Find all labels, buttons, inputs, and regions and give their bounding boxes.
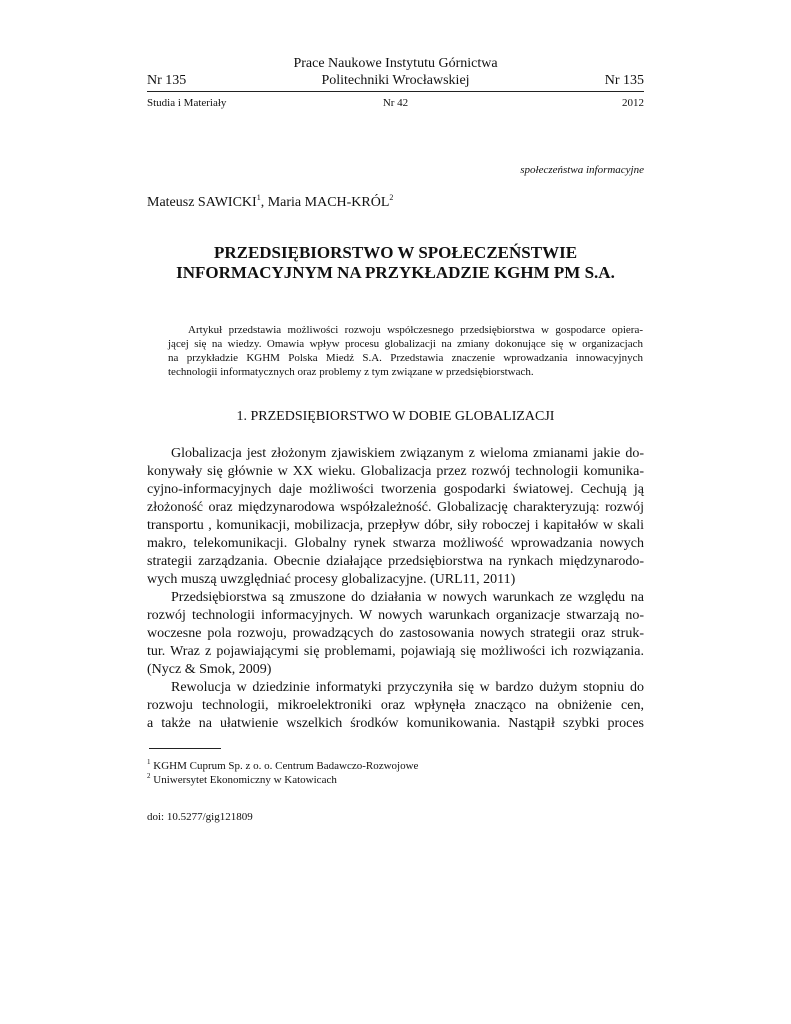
author-2-footnote-mark: 2 [389, 193, 394, 202]
body-line: strategii zarządzania. Obecnie działające przedsiębiorstwa na rynkach międzynarodo- [147, 554, 644, 569]
body-line: rozwój technologii informacyjnych. W nowych warunkach organizacje stwarzają no- [147, 608, 644, 623]
body-line: a także na ułatwienie wszelkich środków komunikowania. Nastąpił szybki proces [147, 716, 644, 731]
issue-number-left: Nr 135 [147, 73, 187, 88]
paper-title-line2: INFORMACYJNYM NA PRZYKŁADZIE KGHM PM S.A. [176, 263, 615, 282]
author-1-footnote-mark: 1 [256, 193, 261, 202]
footnote-rule [149, 748, 221, 749]
body-line: makro, telekomunikacji. Globalny rynek stwarza możliwość wprowadzania nowych [147, 536, 644, 551]
body-line: transportu , komunikacji, mobilizacja, przepływ dóbr, siły roboczej i kapitałów w skali [147, 518, 644, 533]
abstract-line: na przykładzie KGHM Polska Miedź S.A. Przedstawia znaczenie wprowadzania innowacyjnych [168, 352, 643, 364]
footnote-2 [147, 774, 337, 787]
keywords: społeczeństwa informacyjne [520, 164, 644, 176]
footnote-1 [147, 760, 418, 773]
body-line: wych muszą uwzględniać procesy globalizacyjne. (URL11, 2011) [147, 572, 516, 587]
abstract-line: technologii informatycznych oraz problemy z tym związane w przedsiębiorstwach. [168, 366, 534, 378]
body-line: rozwoju technologii, mikroelektroniki oraz wpłynęła znacząco na obniżenie cen, [147, 698, 644, 713]
footnote-1-mark: 1 [147, 758, 151, 766]
body-line: złożoność oraz międzynarodowa współzależność. Globalizację charakteryzują: rozwój [147, 500, 644, 515]
body-line: woczesne pola rozwoju, prowadzących do zastosowania nowych strategii oraz struk- [147, 626, 644, 641]
footnote-2-text: Uniwersytet Ekonomiczny w Katowicach [150, 774, 337, 786]
body-line: (Nycz & Smok, 2009) [147, 662, 272, 677]
body-line: cyjno-informacyjnych daje możliwości tworzenia gospodarki światowej. Cechują ją [147, 482, 644, 497]
doi: doi: 10.5277/gig121809 [147, 811, 253, 823]
body-line: tur. Wraz z pojawiającymi się problemami, pojawiają się możliwości ich rozwiązania. [147, 644, 644, 659]
body-text [147, 445, 644, 733]
body-line: Globalizacja jest złożonym zjawiskiem związanym z wieloma zmianami jakie do- [171, 446, 644, 461]
paper-title-line1: PRZEDSIĘBIORSTWO W SPOŁECZEŃSTWIE [213, 243, 578, 262]
body-line: konywały się głównie w XX wieku. Globalizacja przez rozwój technologii komunika- [147, 464, 644, 479]
author-2: Maria MACH-KRÓL [267, 195, 390, 210]
journal-name-line2: Politechniki Wrocławskiej [321, 73, 470, 88]
journal-name-line1: Prace Naukowe Instytutu Górnictwa [293, 56, 498, 71]
abstract [168, 323, 643, 379]
abstract-line: Artykuł przedstawia możliwości rozwoju współczesnego przedsiębiorstwa w gospodarce opiera- [188, 324, 643, 336]
abstract-line: jącej się na wiedzy. Omawia wpływ procesu globalizacji na zmiany dokonujące się w organizacjach [168, 338, 643, 350]
footnote-2-mark: 2 [147, 772, 151, 780]
body-line: Rewolucja w dziedzinie informatyki przyczyniła się w bardzo dużym stopniu do [171, 680, 644, 695]
publication-year: 2012 [622, 97, 644, 109]
author-1: Mateusz SAWICKI [147, 195, 257, 210]
footnote-1-text: KGHM Cuprum Sp. z o. o. Centrum Badawczo-Rozwojowe [150, 760, 419, 772]
body-line: Przedsiębiorstwa są zmuszone do działania w nowych warunkach ze względu na [171, 590, 644, 605]
series-number: Nr 42 [382, 97, 409, 109]
section-heading: 1. PRZEDSIĘBIORSTWO W DOBIE GLOBALIZACJI [236, 409, 555, 424]
header-rule [147, 91, 644, 92]
series-name: Studia i Materiały [147, 97, 227, 109]
author-line [147, 194, 393, 211]
issue-number-right: Nr 135 [604, 73, 644, 88]
author-separator: , [260, 195, 268, 210]
